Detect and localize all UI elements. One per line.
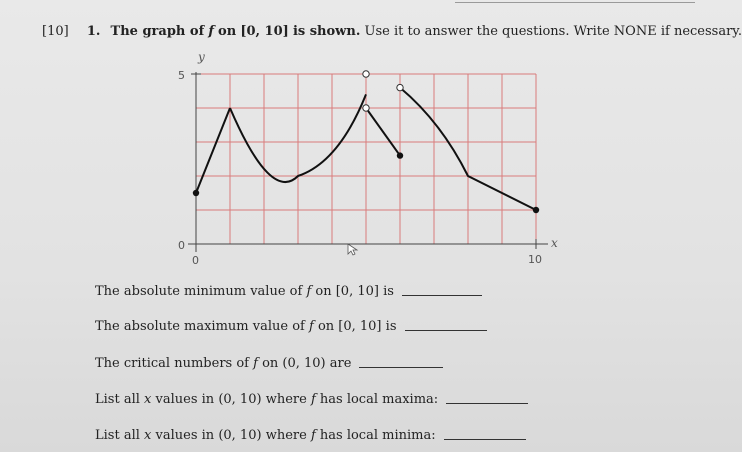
answer-local-minima[interactable]: [444, 438, 526, 440]
answer-critical-numbers[interactable]: [359, 366, 443, 368]
x-tick-10: 10: [528, 253, 542, 266]
question-instructions: Use it to answer the questions. Write NONE if necessary.: [364, 24, 742, 39]
curve-segment: [196, 108, 230, 193]
question-text-a: The graph of: [110, 24, 205, 39]
curve-segment: [366, 108, 400, 156]
y-tick-5: 5: [178, 69, 185, 82]
graph-grid: [196, 74, 536, 244]
open-point: [363, 71, 369, 77]
prompt-abs-max: The absolute maximum value of f on [0, 10] is: [95, 319, 487, 334]
question-text-c: is shown.: [292, 24, 361, 39]
prompt-abs-min: The absolute minimum value of f on [0, 10] is: [95, 284, 482, 299]
axes: [188, 72, 548, 252]
prompt-local-minima: List all x values in (0, 10) where f has local minima:: [95, 428, 526, 443]
y-tick-0: 0: [178, 239, 185, 252]
y-axis-label: y: [198, 50, 205, 64]
prompt-local-maxima: List all x values in (0, 10) where f has local maxima:: [95, 392, 528, 407]
question-interval: [0, 10]: [240, 24, 289, 39]
answer-local-maxima[interactable]: [446, 402, 528, 404]
closed-point: [397, 152, 403, 158]
answer-abs-min[interactable]: [402, 294, 482, 296]
open-point: [363, 105, 369, 111]
closed-point: [193, 190, 199, 196]
prompt-critical-numbers: The critical numbers of f on (0, 10) are: [95, 356, 443, 371]
points-label: [10]: [42, 24, 69, 39]
question-number: 1.: [86, 24, 101, 39]
closed-point: [533, 207, 539, 213]
x-axis-label: x: [551, 236, 558, 250]
answer-abs-max[interactable]: [405, 329, 487, 331]
question-text-b: on: [218, 24, 237, 39]
x-tick-0: 0: [192, 254, 199, 267]
question-f: f: [208, 24, 214, 39]
cursor-icon: [348, 244, 357, 255]
open-point: [397, 84, 403, 90]
